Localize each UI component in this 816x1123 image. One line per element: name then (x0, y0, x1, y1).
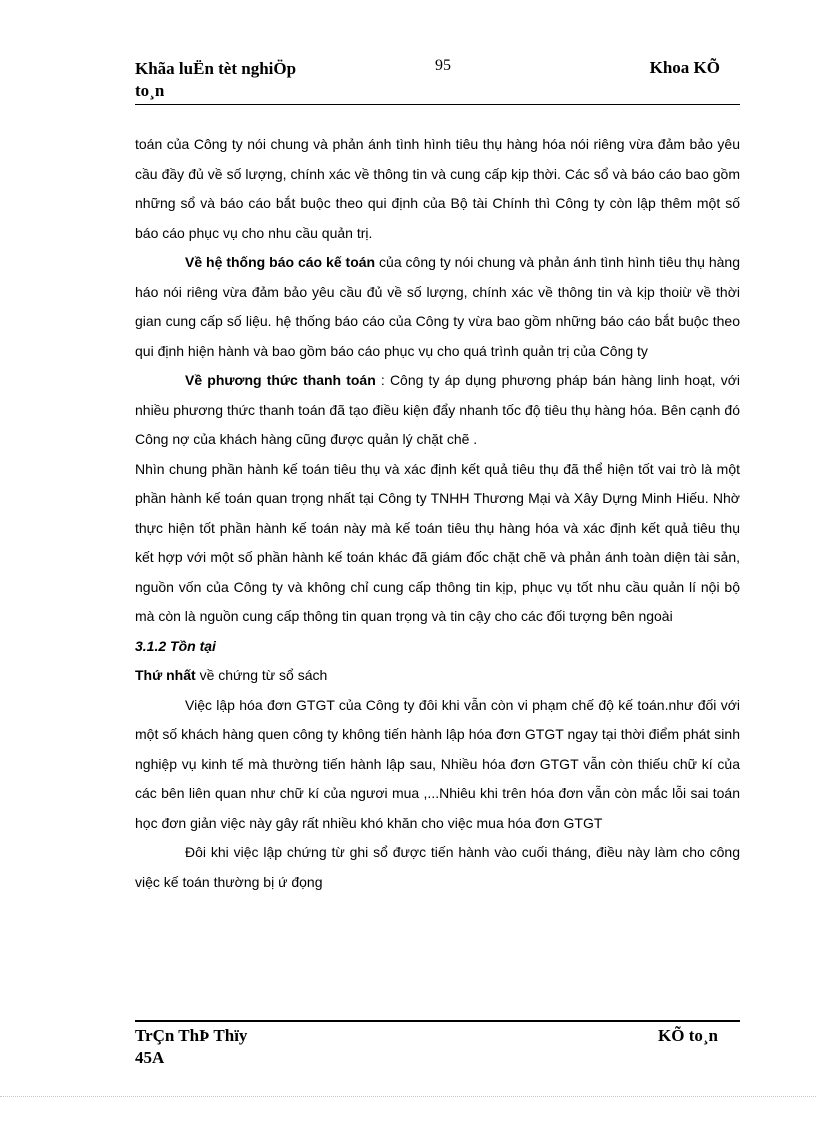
section-heading (135, 632, 740, 662)
paragraph-3-bold: Về phương thức thanh toán (185, 372, 376, 388)
paragraph-2-text: của công ty nói chung và phản ánh tình hình tiêu thụ hàng háo nói riêng vừa đảm bảo yêu cầu đủ về số lượng, chính xác về thông tin và kịp thoiừ về thời gian cung cấp số liệu. hệ thống báo cáo của Công ty vừa bao gồm những báo cáo bắt buộc theo qui định hiện hành và bao gồm báo cáo phục vụ cho quá trình quản trị của Công ty (135, 254, 740, 359)
paragraph-6: Việc lập hóa đơn GTGT của Công ty đôi khi vẫn còn vi phạm chế độ kế toán.như đối với một số khách hàng quen công ty không tiến hành lập hóa đơn GTGT ngay tại thời điểm phát sinh nghiệp vụ kinh tế mà thường tiến hành lập sau, Nhiều hóa đơn GTGT vẫn còn thiếu chữ kí của các bên liên quan như chữ kí của ngươi mua ,...Nhiêu khi trên hóa đơn vẫn còn mắc lỗi sai toán học đơn giản việc này gây rất nhiều khó khăn cho việc mua hóa đơn GTGT (135, 696, 740, 831)
header-right: Khoa KÕ (649, 58, 720, 77)
paragraph-3 (135, 366, 740, 455)
footer-left-line2: 45A (135, 1048, 165, 1067)
page-number: 95 (435, 57, 451, 74)
paragraph-2 (135, 248, 740, 366)
paragraph-7: Đôi khi việc lập chứng từ ghi sổ được tiến hành vào cuối tháng, điều này làm cho công việc kế toán thường bị ứ đọng (135, 844, 740, 890)
page-edge-divider (0, 1096, 816, 1097)
document-body (135, 130, 740, 897)
paragraph-5 (135, 661, 740, 691)
paragraph-4: Nhìn chung phần hành kế toán tiêu thụ và xác định kết quả tiêu thụ đã thể hiện tốt vai trò là một phần hành kế toán quan trọng nhất tại Công ty TNHH Thương Mại và Xây Dựng Minh Hiếu. Nhờ thực hiện tốt phần hành kế toán này mà kế toán tiêu thụ hàng hóa và xác định kết quả tiêu thụ kết hợp với một số phần hành kế toán khác đã giám đốc chặt chẽ và phản ánh toàn diện tài sản, nguồn vốn của Công ty và không chỉ cung cấp thông tin kịp, phục vụ tốt nhu cầu quản lí nội bộ mà còn là nguồn cung cấp thông tin quan trọng và tin cậy cho các đối tượng bên ngoài (135, 460, 740, 624)
footer-divider (135, 1020, 740, 1022)
paragraph-3-text: : Công ty áp dụng phương pháp bán hàng linh hoạt, với nhiều phương thức thanh toán đã tạo điều kiện đẩy nhanh tốc độ tiêu thụ hàng hóa. Bên cạnh đó Công nợ của khách hàng cũng được quản lý chặt chẽ . (135, 372, 740, 447)
section-heading-text: 3.1.2 Tồn tại (135, 637, 216, 654)
paragraph-1: toán của Công ty nói chung và phản ánh tình hình tiêu thụ hàng hóa nói riêng vừa đảm bảo yêu cầu đầy đủ về số lượng, chính xác về thông tin và cung cấp kịp thời. Các sổ và báo cáo bao gồm những sổ và báo cáo bắt buộc theo qui định của Bộ tài Chính thì Công ty còn lập thêm một số báo cáo phục vụ cho nhu cầu quản trị. (135, 136, 740, 241)
footer-left (135, 1025, 247, 1069)
paragraph-2-bold: Về hệ thống báo cáo kế toán (185, 254, 376, 270)
header-left-line2: to¸n (135, 81, 165, 100)
header-left (135, 58, 296, 102)
paragraph-5-bold: Thứ nhất (135, 667, 196, 683)
paragraph-5-text: về chứng từ sổ sách (195, 667, 328, 683)
footer-right: KÕ to¸n (658, 1026, 718, 1045)
footer-left-line1: TrÇn ThÞ Thïy (135, 1026, 248, 1045)
header-left-line1: Khãa luËn tèt nghiÖp (135, 59, 297, 78)
page-header (135, 58, 740, 105)
